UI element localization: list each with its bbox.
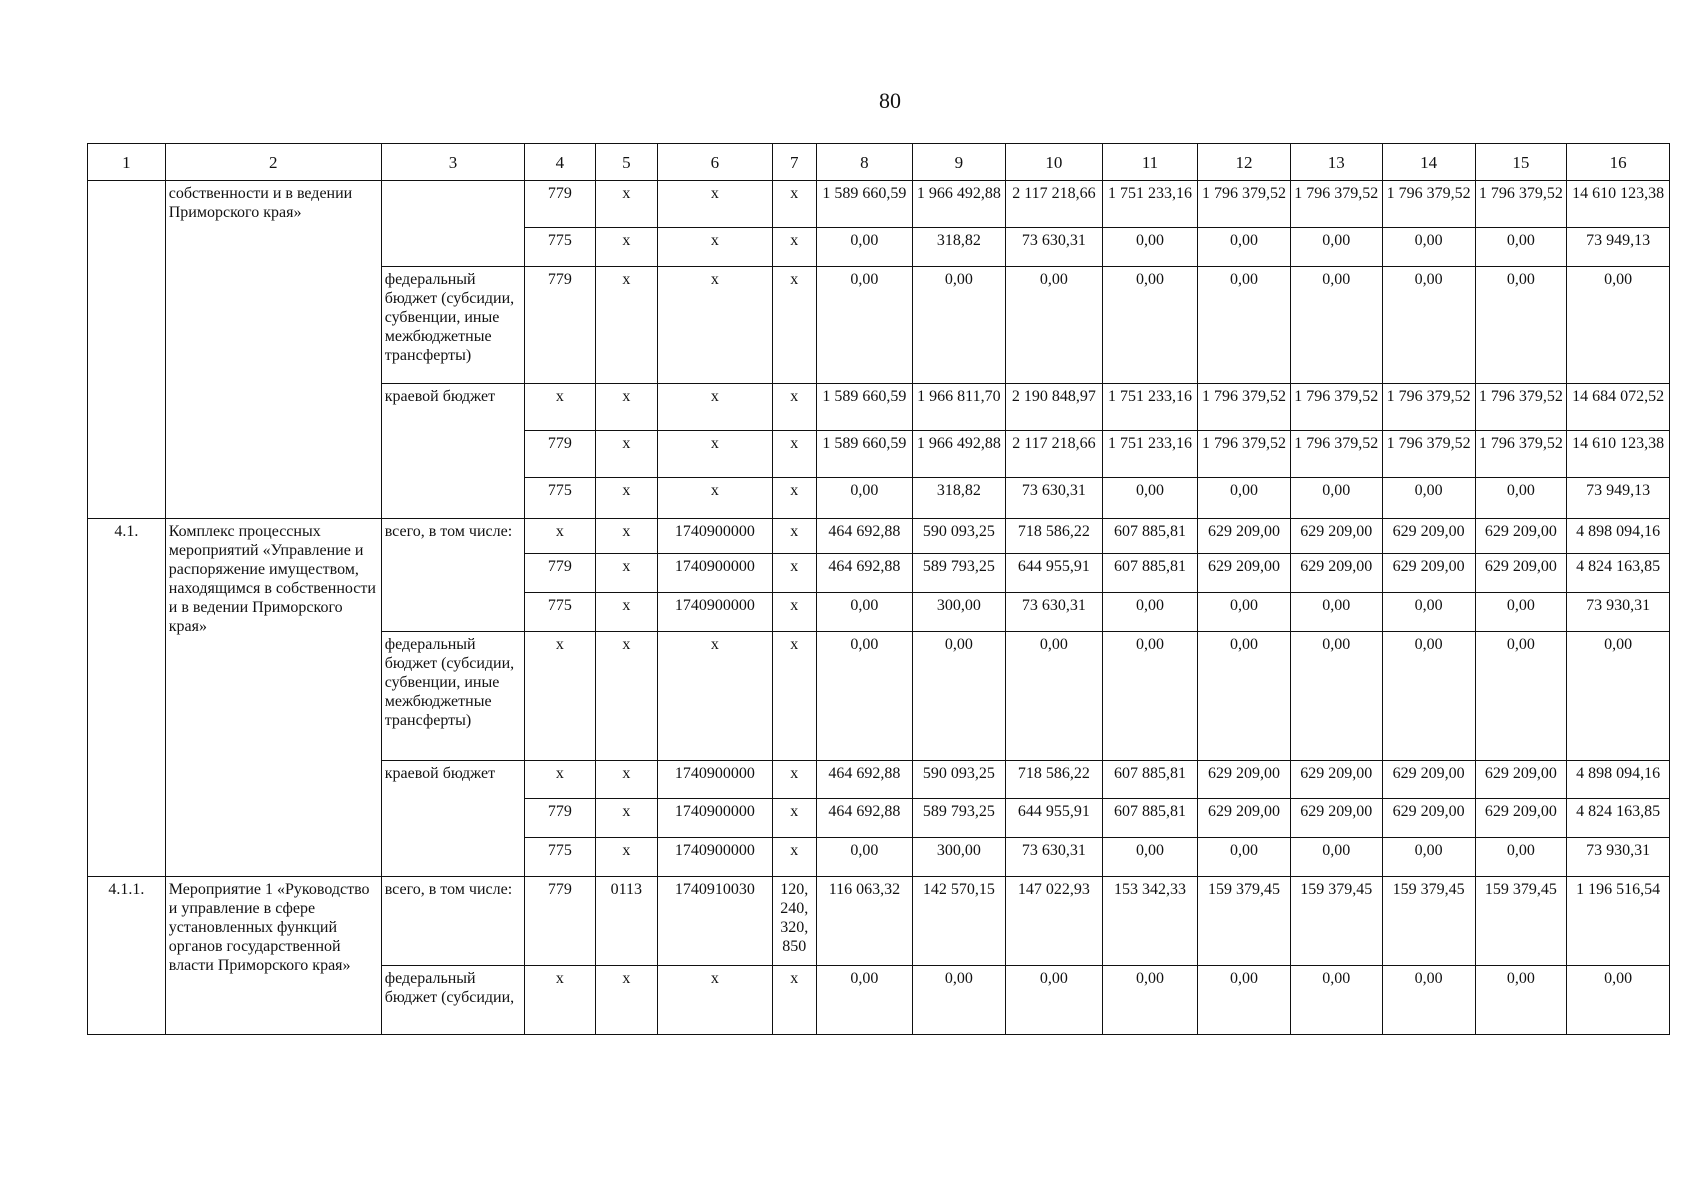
cell-col-9: 0,00: [912, 966, 1005, 1035]
cell-col-16: 0,00: [1567, 632, 1670, 761]
cell-col-5: x: [595, 838, 658, 877]
cell-col-5: x: [595, 267, 658, 384]
cell-col-13: 0,00: [1290, 267, 1382, 384]
cell-col-13: 0,00: [1290, 228, 1382, 267]
column-header-10: 10: [1005, 144, 1102, 181]
cell-col-7: x: [772, 632, 816, 761]
cell-col-7: x: [772, 384, 816, 431]
cell-col-15: 0,00: [1475, 478, 1567, 519]
cell-col-15: 159 379,45: [1475, 877, 1567, 966]
cell-col-5: x: [595, 966, 658, 1035]
cell-col-14: 0,00: [1382, 478, 1475, 519]
funding-source: федеральный бюджет (субсидии, субвенции, иные межбюджетные трансферты): [381, 632, 525, 761]
funding-source: краевой бюджет: [381, 384, 525, 519]
cell-col-7: x: [772, 593, 816, 632]
cell-col-13: 629 209,00: [1290, 554, 1382, 593]
cell-col-4: 779: [525, 267, 595, 384]
cell-col-11: 607 885,81: [1103, 799, 1198, 838]
funding-source: [381, 181, 525, 267]
cell-col-4: 779: [525, 877, 595, 966]
cell-col-4: 779: [525, 554, 595, 593]
cell-col-8: 0,00: [816, 267, 912, 384]
cell-col-9: 0,00: [912, 632, 1005, 761]
cell-col-12: 0,00: [1198, 838, 1291, 877]
cell-col-13: 0,00: [1290, 966, 1382, 1035]
cell-col-5: x: [595, 554, 658, 593]
cell-col-6: 1740900000: [658, 838, 772, 877]
cell-col-4: 775: [525, 478, 595, 519]
cell-col-4: x: [525, 761, 595, 799]
cell-col-16: 14 610 123,38: [1567, 181, 1670, 228]
table-row: [88, 877, 1670, 966]
cell-col-4: x: [525, 519, 595, 554]
cell-col-12: 0,00: [1198, 267, 1291, 384]
cell-col-12: 629 209,00: [1198, 519, 1291, 554]
column-header-15: 15: [1475, 144, 1567, 181]
cell-col-9: 300,00: [912, 838, 1005, 877]
column-header-16: 16: [1567, 144, 1670, 181]
cell-col-10: 0,00: [1005, 632, 1102, 761]
cell-col-7: x: [772, 267, 816, 384]
cell-col-16: 0,00: [1567, 966, 1670, 1035]
row-name: Мероприятие 1 «Руководство и управление в сфере установленных функций органов государственной власти Приморского края»: [165, 877, 381, 1035]
cell-col-13: 0,00: [1290, 838, 1382, 877]
table-row: [88, 519, 1670, 554]
cell-col-10: 0,00: [1005, 966, 1102, 1035]
cell-col-8: 1 589 660,59: [816, 431, 912, 478]
column-header-1: 1: [88, 144, 166, 181]
row-code: 4.1.: [88, 519, 166, 877]
cell-col-9: 589 793,25: [912, 799, 1005, 838]
cell-col-7: x: [772, 519, 816, 554]
cell-col-10: 73 630,31: [1005, 228, 1102, 267]
cell-col-7: x: [772, 799, 816, 838]
cell-col-6: 1740900000: [658, 554, 772, 593]
cell-col-7: x: [772, 966, 816, 1035]
cell-col-16: 73 930,31: [1567, 838, 1670, 877]
funding-source: федеральный бюджет (субсидии, субвенции, иные межбюджетные трансферты): [381, 267, 525, 384]
cell-col-13: 0,00: [1290, 632, 1382, 761]
cell-col-15: 629 209,00: [1475, 799, 1567, 838]
cell-col-15: 629 209,00: [1475, 519, 1567, 554]
cell-col-8: 0,00: [816, 478, 912, 519]
column-header-6: 6: [658, 144, 772, 181]
cell-col-9: 318,82: [912, 228, 1005, 267]
cell-col-14: 1 796 379,52: [1382, 181, 1475, 228]
column-header-14: 14: [1382, 144, 1475, 181]
cell-col-11: 0,00: [1103, 966, 1198, 1035]
cell-col-9: 0,00: [912, 267, 1005, 384]
cell-col-12: 1 796 379,52: [1198, 384, 1291, 431]
cell-col-6: 1740900000: [658, 761, 772, 799]
cell-col-9: 590 093,25: [912, 519, 1005, 554]
cell-col-13: 629 209,00: [1290, 519, 1382, 554]
cell-col-15: 629 209,00: [1475, 761, 1567, 799]
cell-col-6: x: [658, 431, 772, 478]
cell-col-12: 1 796 379,52: [1198, 181, 1291, 228]
cell-col-7: x: [772, 228, 816, 267]
cell-col-8: 464 692,88: [816, 554, 912, 593]
cell-col-14: 0,00: [1382, 838, 1475, 877]
cell-col-6: x: [658, 181, 772, 228]
cell-col-14: 159 379,45: [1382, 877, 1475, 966]
cell-col-11: 0,00: [1103, 838, 1198, 877]
cell-col-11: 0,00: [1103, 267, 1198, 384]
cell-col-13: 629 209,00: [1290, 799, 1382, 838]
funding-source: всего, в том числе:: [381, 877, 525, 966]
cell-col-9: 300,00: [912, 593, 1005, 632]
header-row: [88, 144, 1670, 181]
cell-col-9: 589 793,25: [912, 554, 1005, 593]
cell-col-4: x: [525, 966, 595, 1035]
cell-col-4: 779: [525, 799, 595, 838]
cell-col-16: 73 949,13: [1567, 228, 1670, 267]
cell-col-16: 1 196 516,54: [1567, 877, 1670, 966]
cell-col-14: 0,00: [1382, 632, 1475, 761]
cell-col-7: 120, 240, 320, 850: [772, 877, 816, 966]
cell-col-10: 0,00: [1005, 267, 1102, 384]
cell-col-16: 4 824 163,85: [1567, 799, 1670, 838]
cell-col-8: 116 063,32: [816, 877, 912, 966]
cell-col-8: 0,00: [816, 966, 912, 1035]
column-header-4: 4: [525, 144, 595, 181]
cell-col-11: 607 885,81: [1103, 554, 1198, 593]
cell-col-6: 1740900000: [658, 593, 772, 632]
cell-col-16: 4 824 163,85: [1567, 554, 1670, 593]
cell-col-14: 0,00: [1382, 593, 1475, 632]
cell-col-10: 718 586,22: [1005, 519, 1102, 554]
cell-col-13: 0,00: [1290, 478, 1382, 519]
row-code: [88, 181, 166, 519]
cell-col-15: 1 796 379,52: [1475, 181, 1567, 228]
cell-col-5: x: [595, 632, 658, 761]
cell-col-10: 644 955,91: [1005, 554, 1102, 593]
cell-col-10: 73 630,31: [1005, 838, 1102, 877]
cell-col-8: 0,00: [816, 228, 912, 267]
cell-col-14: 0,00: [1382, 966, 1475, 1035]
column-header-3: 3: [381, 144, 525, 181]
cell-col-6: x: [658, 228, 772, 267]
cell-col-5: x: [595, 593, 658, 632]
cell-col-11: 607 885,81: [1103, 761, 1198, 799]
cell-col-6: 1740900000: [658, 519, 772, 554]
cell-col-15: 1 796 379,52: [1475, 431, 1567, 478]
cell-col-8: 464 692,88: [816, 519, 912, 554]
cell-col-15: 0,00: [1475, 228, 1567, 267]
cell-col-4: 775: [525, 838, 595, 877]
cell-col-6: x: [658, 966, 772, 1035]
cell-col-5: x: [595, 181, 658, 228]
cell-col-9: 1 966 492,88: [912, 181, 1005, 228]
cell-col-12: 0,00: [1198, 966, 1291, 1035]
table-row: [88, 181, 1670, 228]
cell-col-11: 607 885,81: [1103, 519, 1198, 554]
cell-col-16: 73 949,13: [1567, 478, 1670, 519]
cell-col-13: 1 796 379,52: [1290, 181, 1382, 228]
cell-col-8: 464 692,88: [816, 799, 912, 838]
cell-col-15: 0,00: [1475, 838, 1567, 877]
cell-col-14: 629 209,00: [1382, 799, 1475, 838]
cell-col-9: 1 966 811,70: [912, 384, 1005, 431]
funding-source: краевой бюджет: [381, 761, 525, 877]
cell-col-12: 159 379,45: [1198, 877, 1291, 966]
cell-col-14: 1 796 379,52: [1382, 384, 1475, 431]
cell-col-5: x: [595, 384, 658, 431]
cell-col-15: 629 209,00: [1475, 554, 1567, 593]
cell-col-5: x: [595, 799, 658, 838]
cell-col-13: 629 209,00: [1290, 761, 1382, 799]
row-name: Комплекс процессных мероприятий «Управление и распоряжение имуществом, находящимся в собственности и в ведении Приморского края»: [165, 519, 381, 877]
cell-col-13: 0,00: [1290, 593, 1382, 632]
cell-col-11: 1 751 233,16: [1103, 431, 1198, 478]
cell-col-5: x: [595, 228, 658, 267]
cell-col-4: 779: [525, 431, 595, 478]
cell-col-12: 629 209,00: [1198, 799, 1291, 838]
cell-col-15: 0,00: [1475, 267, 1567, 384]
cell-col-8: 1 589 660,59: [816, 384, 912, 431]
cell-col-12: 629 209,00: [1198, 761, 1291, 799]
cell-col-16: 14 610 123,38: [1567, 431, 1670, 478]
cell-col-10: 73 630,31: [1005, 593, 1102, 632]
cell-col-11: 0,00: [1103, 228, 1198, 267]
row-name: собственности и в ведении Приморского края»: [165, 181, 381, 519]
cell-col-14: 629 209,00: [1382, 554, 1475, 593]
cell-col-5: 0113: [595, 877, 658, 966]
cell-col-4: 775: [525, 593, 595, 632]
cell-col-14: 1 796 379,52: [1382, 431, 1475, 478]
cell-col-16: 73 930,31: [1567, 593, 1670, 632]
cell-col-13: 1 796 379,52: [1290, 431, 1382, 478]
cell-col-12: 1 796 379,52: [1198, 431, 1291, 478]
cell-col-7: x: [772, 478, 816, 519]
cell-col-9: 142 570,15: [912, 877, 1005, 966]
cell-col-16: 0,00: [1567, 267, 1670, 384]
cell-col-6: x: [658, 267, 772, 384]
cell-col-16: 4 898 094,16: [1567, 761, 1670, 799]
cell-col-16: 14 684 072,52: [1567, 384, 1670, 431]
cell-col-8: 464 692,88: [816, 761, 912, 799]
cell-col-12: 629 209,00: [1198, 554, 1291, 593]
cell-col-12: 0,00: [1198, 228, 1291, 267]
cell-col-9: 318,82: [912, 478, 1005, 519]
column-header-9: 9: [912, 144, 1005, 181]
cell-col-9: 590 093,25: [912, 761, 1005, 799]
column-header-5: 5: [595, 144, 658, 181]
cell-col-5: x: [595, 519, 658, 554]
cell-col-6: x: [658, 478, 772, 519]
cell-col-10: 2 117 218,66: [1005, 181, 1102, 228]
cell-col-4: x: [525, 384, 595, 431]
cell-col-12: 0,00: [1198, 593, 1291, 632]
column-header-13: 13: [1290, 144, 1382, 181]
cell-col-5: x: [595, 431, 658, 478]
cell-col-14: 629 209,00: [1382, 519, 1475, 554]
cell-col-9: 1 966 492,88: [912, 431, 1005, 478]
cell-col-11: 1 751 233,16: [1103, 181, 1198, 228]
column-header-12: 12: [1198, 144, 1291, 181]
cell-col-5: x: [595, 761, 658, 799]
column-header-11: 11: [1103, 144, 1198, 181]
column-header-8: 8: [816, 144, 912, 181]
funding-source: всего, в том числе:: [381, 519, 525, 632]
cell-col-10: 718 586,22: [1005, 761, 1102, 799]
funding-source: федеральный бюджет (субсидии,: [381, 966, 525, 1035]
cell-col-15: 0,00: [1475, 966, 1567, 1035]
cell-col-14: 0,00: [1382, 267, 1475, 384]
cell-col-12: 0,00: [1198, 632, 1291, 761]
cell-col-10: 2 190 848,97: [1005, 384, 1102, 431]
cell-col-15: 0,00: [1475, 632, 1567, 761]
cell-col-7: x: [772, 761, 816, 799]
cell-col-10: 147 022,93: [1005, 877, 1102, 966]
cell-col-8: 1 589 660,59: [816, 181, 912, 228]
cell-col-6: 1740900000: [658, 799, 772, 838]
cell-col-15: 0,00: [1475, 593, 1567, 632]
cell-col-12: 0,00: [1198, 478, 1291, 519]
cell-col-7: x: [772, 554, 816, 593]
cell-col-14: 0,00: [1382, 228, 1475, 267]
column-header-2: 2: [165, 144, 381, 181]
cell-col-7: x: [772, 181, 816, 228]
cell-col-6: x: [658, 384, 772, 431]
cell-col-8: 0,00: [816, 632, 912, 761]
cell-col-4: 775: [525, 228, 595, 267]
column-header-7: 7: [772, 144, 816, 181]
budget-table: [87, 143, 1670, 1035]
cell-col-6: x: [658, 632, 772, 761]
row-code: 4.1.1.: [88, 877, 166, 1035]
cell-col-11: 1 751 233,16: [1103, 384, 1198, 431]
cell-col-16: 4 898 094,16: [1567, 519, 1670, 554]
cell-col-7: x: [772, 431, 816, 478]
cell-col-13: 1 796 379,52: [1290, 384, 1382, 431]
cell-col-13: 159 379,45: [1290, 877, 1382, 966]
cell-col-5: x: [595, 478, 658, 519]
cell-col-8: 0,00: [816, 593, 912, 632]
cell-col-10: 2 117 218,66: [1005, 431, 1102, 478]
cell-col-15: 1 796 379,52: [1475, 384, 1567, 431]
cell-col-11: 153 342,33: [1103, 877, 1198, 966]
cell-col-14: 629 209,00: [1382, 761, 1475, 799]
cell-col-4: 779: [525, 181, 595, 228]
cell-col-11: 0,00: [1103, 632, 1198, 761]
cell-col-6: 1740910030: [658, 877, 772, 966]
cell-col-10: 73 630,31: [1005, 478, 1102, 519]
cell-col-11: 0,00: [1103, 478, 1198, 519]
page-number: 80: [879, 88, 901, 113]
cell-col-7: x: [772, 838, 816, 877]
cell-col-4: x: [525, 632, 595, 761]
cell-col-8: 0,00: [816, 838, 912, 877]
cell-col-11: 0,00: [1103, 593, 1198, 632]
cell-col-10: 644 955,91: [1005, 799, 1102, 838]
